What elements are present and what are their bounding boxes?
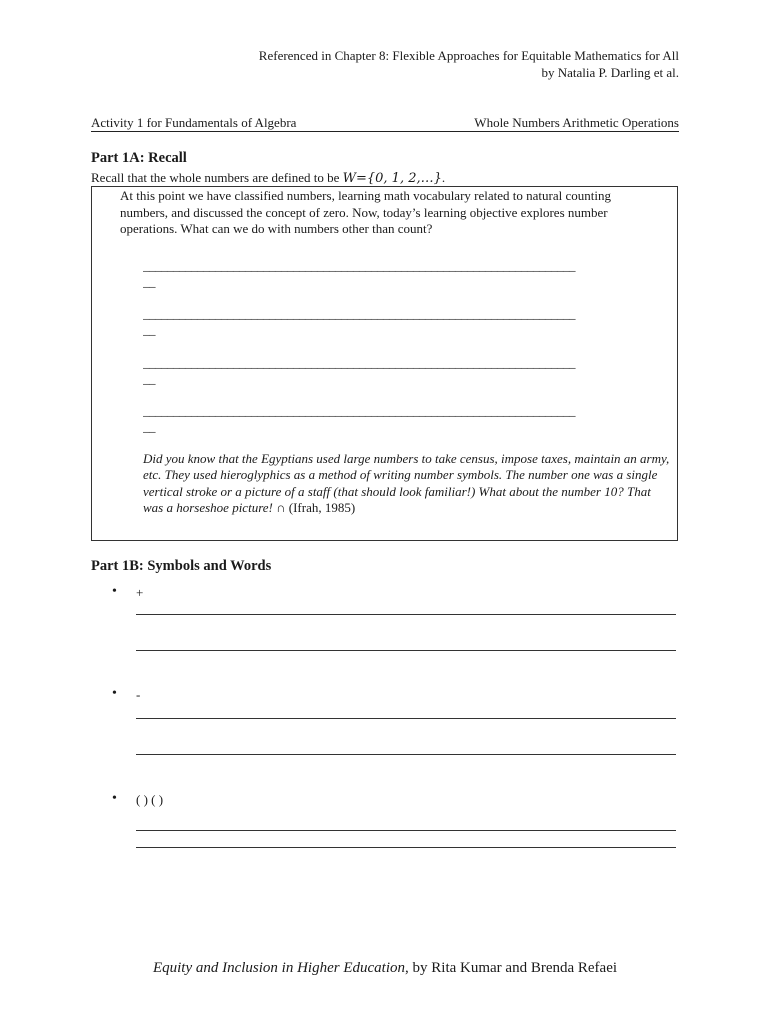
whole-numbers-set: W={0, 1, 2,…} xyxy=(342,171,442,186)
chapter-reference-line2: by Natalia P. Darling et al. xyxy=(541,65,679,80)
answer-line[interactable] xyxy=(136,830,676,831)
egyptian-fact-note xyxy=(143,451,673,516)
recall-period: . xyxy=(441,170,446,185)
answer-line[interactable] xyxy=(143,258,671,290)
bullet-icon: • xyxy=(112,791,117,806)
answer-line-tail: __ xyxy=(143,322,155,337)
citation: (Ifrah, 1985) xyxy=(285,499,356,515)
answer-line[interactable] xyxy=(143,403,671,435)
chapter-reference-line1: Referenced in Chapter 8: Flexible Approaches for Equitable Mathematics for All xyxy=(258,48,679,63)
activity-topic: Whole Numbers Arithmetic Operations xyxy=(474,115,679,130)
answer-line-main: ________________________________________________________________________ xyxy=(143,258,575,273)
answer-line-tail: __ xyxy=(143,274,155,289)
answer-line[interactable] xyxy=(136,718,676,719)
footer-book-title: Equity and Inclusion in Higher Education xyxy=(152,960,406,976)
answer-line[interactable] xyxy=(136,754,676,755)
answer-line-main: ________________________________________________________________________ xyxy=(143,306,575,321)
part-1a-heading: Part 1A: Recall xyxy=(91,150,187,166)
bullet-icon: • xyxy=(112,584,117,599)
answer-line[interactable] xyxy=(136,847,676,848)
recall-text: Recall that the whole numbers are defined to be xyxy=(91,170,343,185)
footer-authors: , by Rita Kumar and Brenda Refaei xyxy=(405,960,618,976)
chapter-reference xyxy=(259,47,679,81)
symbol-parentheses: ( ) ( ) xyxy=(136,792,164,807)
answer-line-main: ________________________________________________________________________ xyxy=(143,403,575,418)
answer-line-tail: __ xyxy=(143,371,155,386)
answer-line[interactable] xyxy=(136,650,676,651)
horseshoe-symbol: ∩ xyxy=(276,499,286,515)
part-1b-heading: Part 1B: Symbols and Words xyxy=(91,558,272,574)
bullet-icon: • xyxy=(112,686,117,701)
page-footer xyxy=(0,960,770,977)
answer-line[interactable] xyxy=(143,306,671,338)
symbol-plus: + xyxy=(136,585,144,600)
activity-title: Activity 1 for Fundamentals of Algebra xyxy=(91,115,297,130)
answer-line-main: ________________________________________________________________________ xyxy=(143,355,575,370)
answer-line-tail: __ xyxy=(143,419,155,434)
recall-sentence xyxy=(91,170,445,186)
egyptian-fact-text: Did you know that the Egyptians used large numbers to take census, impose taxes, maintain an army, etc. They used hieroglyphics as a method of writing number symbols. The number one was a single vertical stroke or a picture of a staff (that should look familiar!) What about the number 10? That was a horseshoe picture! xyxy=(143,451,670,515)
answer-line[interactable] xyxy=(143,355,671,387)
intro-paragraph: At this point we have classified numbers, learning math vocabulary related to natural counting numbers, and discussed the concept of zero. Now, today’s learning objective explores number operations. What can we do with numbers other than count? xyxy=(120,188,611,236)
answer-line[interactable] xyxy=(136,614,676,615)
symbol-minus: - xyxy=(136,687,141,702)
